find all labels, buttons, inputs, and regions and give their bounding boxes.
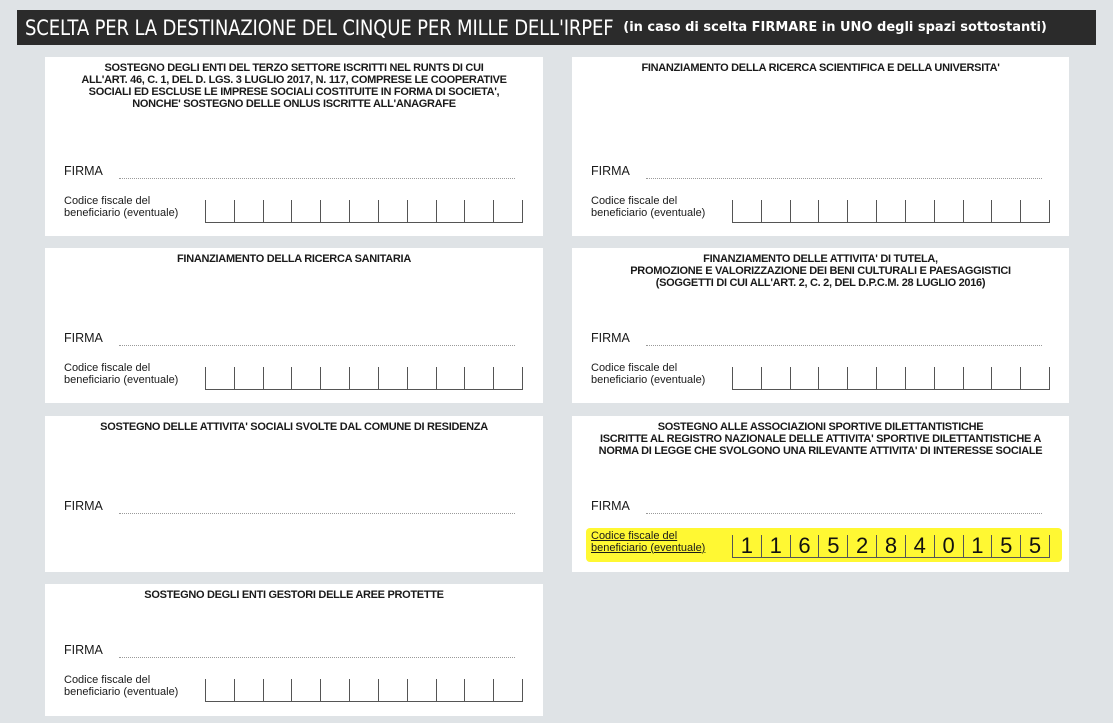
form-title: SCELTA PER LA DESTINAZIONE DEL CINQUE PER MILLE DELL'IRPEF xyxy=(25,15,614,40)
cf-label: Codice fiscale del beneficiario (eventuale) xyxy=(64,362,179,386)
cf-digit-cell[interactable] xyxy=(436,367,465,389)
panel-title: SOSTEGNO DELLE ATTIVITA' SOCIALI SVOLTE DAL COMUNE DI RESIDENZA xyxy=(100,421,488,433)
firma-label: FIRMA xyxy=(591,331,630,345)
cf-digit-cell[interactable] xyxy=(1020,367,1050,389)
cf-digit-cell[interactable] xyxy=(378,679,407,701)
firma-signature-line[interactable] xyxy=(119,177,515,179)
cf-digit-cell[interactable]: 5 xyxy=(1020,535,1050,557)
cf-input[interactable] xyxy=(205,200,523,223)
cf-digit-cell[interactable] xyxy=(320,200,349,222)
cf-digit-cell[interactable] xyxy=(963,200,992,222)
cf-digit-cell[interactable] xyxy=(493,367,523,389)
cf-digit-cell[interactable] xyxy=(407,367,436,389)
cf-digit-cell[interactable] xyxy=(1020,200,1050,222)
panel-associazioni-sportive xyxy=(572,416,1069,572)
cf-digit-cell[interactable] xyxy=(732,200,761,222)
firma-label: FIRMA xyxy=(64,499,103,513)
cf-digit-cell[interactable] xyxy=(761,200,790,222)
cf-digit-cell[interactable]: 1 xyxy=(761,535,790,557)
firma-signature-line[interactable] xyxy=(646,512,1042,514)
cf-input[interactable] xyxy=(205,679,523,702)
cf-digit-cell[interactable] xyxy=(234,367,263,389)
cf-digit-cell[interactable] xyxy=(349,679,378,701)
cf-digit-cell[interactable] xyxy=(205,679,234,701)
firma-label: FIRMA xyxy=(64,164,103,178)
firma-signature-line[interactable] xyxy=(119,344,515,346)
firma-label: FIRMA xyxy=(591,499,630,513)
cf-input[interactable] xyxy=(205,367,523,390)
panel-ricerca-scientifica xyxy=(572,57,1069,236)
form-header xyxy=(17,10,1096,45)
cf-digit-cell[interactable] xyxy=(934,367,963,389)
firma-signature-line[interactable] xyxy=(119,512,515,514)
cf-digit-cell[interactable] xyxy=(761,367,790,389)
form-instruction: (in caso di scelta FIRMARE in UNO degli spazi sottostanti) xyxy=(623,20,1047,35)
cf-digit-cell[interactable]: 1 xyxy=(963,535,992,557)
cf-digit-cell[interactable]: 0 xyxy=(934,535,963,557)
cf-digit-cell[interactable]: 5 xyxy=(818,535,847,557)
cf-digit-cell[interactable]: 6 xyxy=(790,535,819,557)
cf-digit-cell[interactable] xyxy=(493,200,523,222)
cf-input[interactable] xyxy=(732,535,1050,558)
cf-digit-cell[interactable] xyxy=(732,367,761,389)
panel-terzo-settore xyxy=(45,57,543,236)
firma-label: FIRMA xyxy=(64,331,103,345)
cf-digit-cell[interactable] xyxy=(407,679,436,701)
cf-label: Codice fiscale del beneficiario (eventuale) xyxy=(591,195,706,219)
cf-digit-cell[interactable]: 1 xyxy=(732,535,761,557)
panel-title: SOSTEGNO ALLE ASSOCIAZIONI SPORTIVE DILETTANTISTICHE ISCRITTE AL REGISTRO NAZIONALE DELLE ATTIVITA' SPORTIVE DILETTANTISTICHE A NORMA DI LEGGE CHE SVOLGONO UNA RILEVANTE ATTIVITA' DI INTERESSE SOCIALE xyxy=(598,421,1043,457)
cf-digit-cell[interactable] xyxy=(905,200,934,222)
cf-digit-cell[interactable] xyxy=(407,200,436,222)
panel-title: FINANZIAMENTO DELLA RICERCA SCIENTIFICA E DELLA UNIVERSITA' xyxy=(641,62,1000,74)
cf-digit-cell[interactable] xyxy=(905,367,934,389)
cf-digit-cell[interactable]: 5 xyxy=(991,535,1020,557)
cf-digit-cell[interactable] xyxy=(790,367,819,389)
cf-digit-cell[interactable] xyxy=(934,200,963,222)
cf-digit-cell[interactable] xyxy=(320,679,349,701)
cf-digit-cell[interactable]: 4 xyxy=(905,535,934,557)
cf-digit-cell[interactable] xyxy=(847,200,876,222)
cf-digit-cell[interactable] xyxy=(464,200,493,222)
panel-comune-residenza xyxy=(45,416,543,572)
cf-digit-cell[interactable]: 8 xyxy=(876,535,905,557)
panel-title: SOSTEGNO DEGLI ENTI DEL TERZO SETTORE ISCRITTI NEL RUNTS DI CUI ALL'ART. 46, C. 1, DEL D. LGS. 3 LUGLIO 2017, N. 117, COMPRESE LE COOPERATIVE SOCIALI ED ESCLUSE LE IMPRESE SOCIALI COSTITUITE IN FORMA DI SOCIETA', NONCHE' SOSTEGNO DELLE ONLUS ISCRITTE ALL'ANAGRAFE xyxy=(81,62,507,110)
cf-digit-cell[interactable] xyxy=(263,367,292,389)
cf-digit-cell[interactable] xyxy=(291,367,320,389)
cf-digit-cell[interactable] xyxy=(464,679,493,701)
panel-beni-culturali xyxy=(572,248,1069,403)
firma-label: FIRMA xyxy=(591,164,630,178)
cf-digit-cell[interactable] xyxy=(436,679,465,701)
cf-digit-cell[interactable] xyxy=(205,367,234,389)
panel-aree-protette xyxy=(45,584,543,716)
cf-input[interactable] xyxy=(732,367,1050,390)
cf-label: Codice fiscale del beneficiario (eventuale) xyxy=(591,362,706,386)
cf-digit-cell[interactable] xyxy=(790,200,819,222)
cf-digit-cell[interactable] xyxy=(991,367,1020,389)
cf-label: Codice fiscale del beneficiario (eventuale) xyxy=(64,195,179,219)
cf-digit-cell[interactable] xyxy=(818,367,847,389)
cf-digit-cell[interactable] xyxy=(291,200,320,222)
cf-digit-cell[interactable] xyxy=(876,367,905,389)
cf-digit-cell[interactable] xyxy=(234,679,263,701)
cf-digit-cell[interactable] xyxy=(876,200,905,222)
firma-signature-line[interactable] xyxy=(646,344,1042,346)
panel-title: FINANZIAMENTO DELLA RICERCA SANITARIA xyxy=(177,253,411,265)
cf-digit-cell[interactable] xyxy=(963,367,992,389)
cf-digit-cell[interactable] xyxy=(263,679,292,701)
cf-digit-cell[interactable] xyxy=(818,200,847,222)
cf-digit-cell[interactable] xyxy=(349,367,378,389)
firma-label: FIRMA xyxy=(64,643,103,657)
cf-digit-cell[interactable] xyxy=(291,679,320,701)
cf-digit-cell[interactable] xyxy=(436,200,465,222)
cf-digit-cell[interactable] xyxy=(991,200,1020,222)
panel-title: SOSTEGNO DEGLI ENTI GESTORI DELLE AREE PROTETTE xyxy=(144,589,444,601)
cf-digit-cell[interactable] xyxy=(205,200,234,222)
cf-digit-cell[interactable] xyxy=(493,679,523,701)
panel-title: FINANZIAMENTO DELLE ATTIVITA' DI TUTELA, PROMOZIONE E VALORIZZAZIONE DEI BENI CULTURALI E PAESAGGISTICI (SOGGETTI DI CUI ALL'ART. 2, C. 2, DEL D.P.C.M. 28 LUGLIO 2016) xyxy=(630,253,1011,289)
cf-digit-cell[interactable] xyxy=(234,200,263,222)
cf-digit-cell[interactable] xyxy=(349,200,378,222)
panel-ricerca-sanitaria xyxy=(45,248,543,403)
firma-signature-line[interactable] xyxy=(646,177,1042,179)
cf-digit-cell[interactable]: 2 xyxy=(847,535,876,557)
cf-digit-cell[interactable] xyxy=(378,367,407,389)
cf-digit-cell[interactable] xyxy=(320,367,349,389)
cf-digit-cell[interactable] xyxy=(378,200,407,222)
cf-digit-cell[interactable] xyxy=(464,367,493,389)
firma-signature-line[interactable] xyxy=(119,656,515,658)
cf-input[interactable] xyxy=(732,200,1050,223)
cf-label: Codice fiscale del beneficiario (eventuale) xyxy=(591,530,706,554)
cf-label: Codice fiscale del beneficiario (eventuale) xyxy=(64,674,179,698)
cf-digit-cell[interactable] xyxy=(847,367,876,389)
cf-digit-cell[interactable] xyxy=(263,200,292,222)
